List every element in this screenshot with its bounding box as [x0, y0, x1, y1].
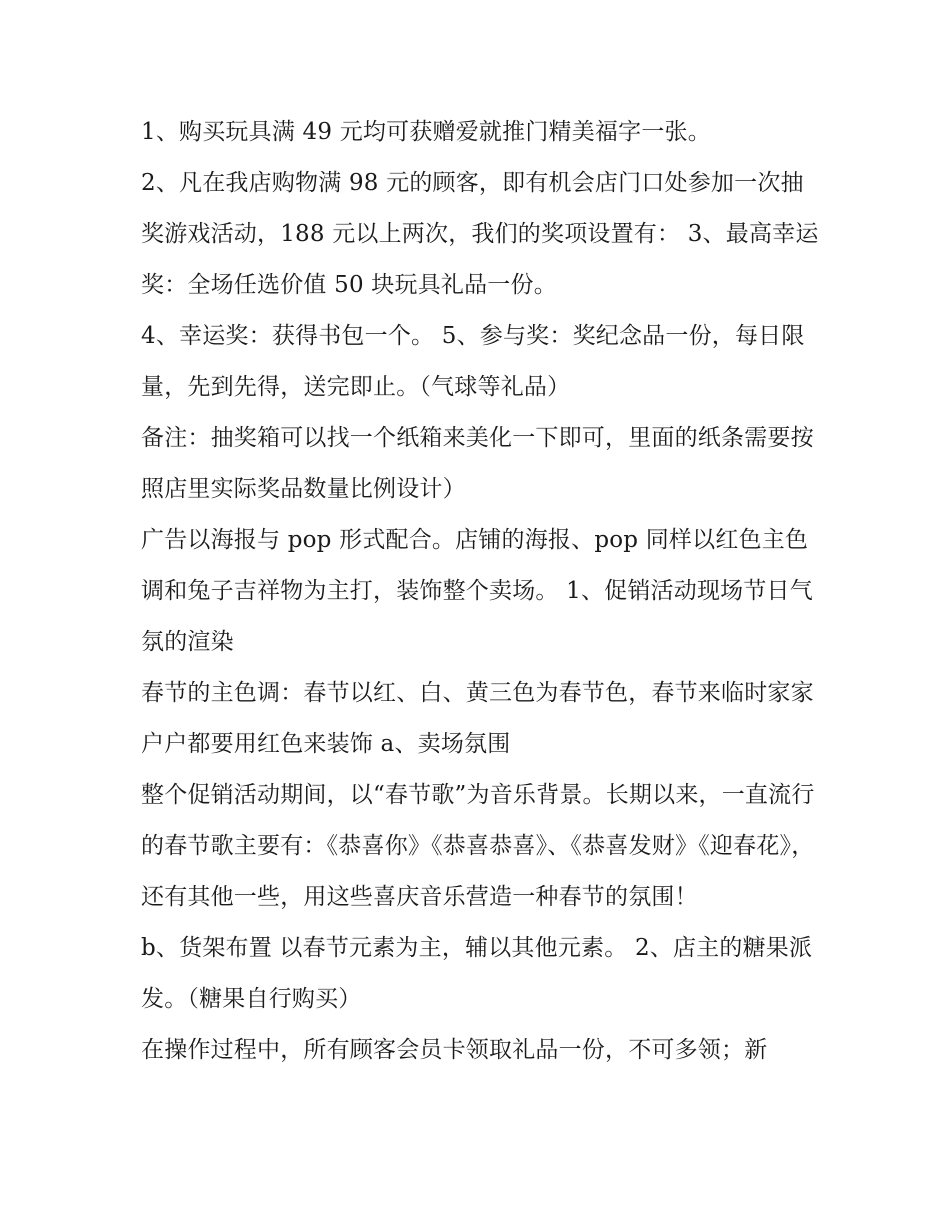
paragraph: 整个促销活动期间，以“春节歌”为音乐背景。长期以来，一直流行的春节歌主要有：《恭喜你》《恭喜恭喜》、《恭喜发财》《迎春花》，还有其他一些，用这些喜庆音乐营造一种春节的氛围！ [141, 782, 815, 910]
paragraph: 2、凡在我店购物满 98 元的顾客，即有机会店门口处参加一次抽奖游戏活动，188 元以上两次，我们的奖项设置有： 3、最高幸运奖：全场任选价值 50 块玩具礼品一份。 [141, 170, 819, 298]
paragraph: b、货架布置 以春节元素为主，辅以其他元素。 2、店主的糖果派发。（糖果自行购买） [141, 935, 813, 1012]
paragraph: 1、购买玩具满 49 元均可获赠爱就推门精美福字一张。 [141, 119, 711, 145]
paragraph: 广告以海报与 pop 形式配合。店铺的海报、pop 同样以红色主色调和兔子吉祥物为主打，装饰整个卖场。 1、促销活动现场节日气氛的渲染 [141, 527, 813, 655]
paragraph: 备注：抽奖箱可以找一个纸箱来美化一下即可，里面的纸条需要按照店里实际奖品数量比例设计） [141, 425, 814, 502]
paragraph: 4、幸运奖：获得书包一个。 5、参与奖：奖纪念品一份，每日限量，先到先得，送完即止。（气球等礼品） [141, 323, 805, 400]
paragraph: 在操作过程中，所有顾客会员卡领取礼品一份，不可多领；新 [141, 1037, 768, 1063]
document-body [141, 107, 821, 1076]
paragraph: 春节的主色调：春节以红、白、黄三色为春节色，春节来临时家家户户都要用红色来装饰 a、卖场氛围 [141, 680, 814, 757]
